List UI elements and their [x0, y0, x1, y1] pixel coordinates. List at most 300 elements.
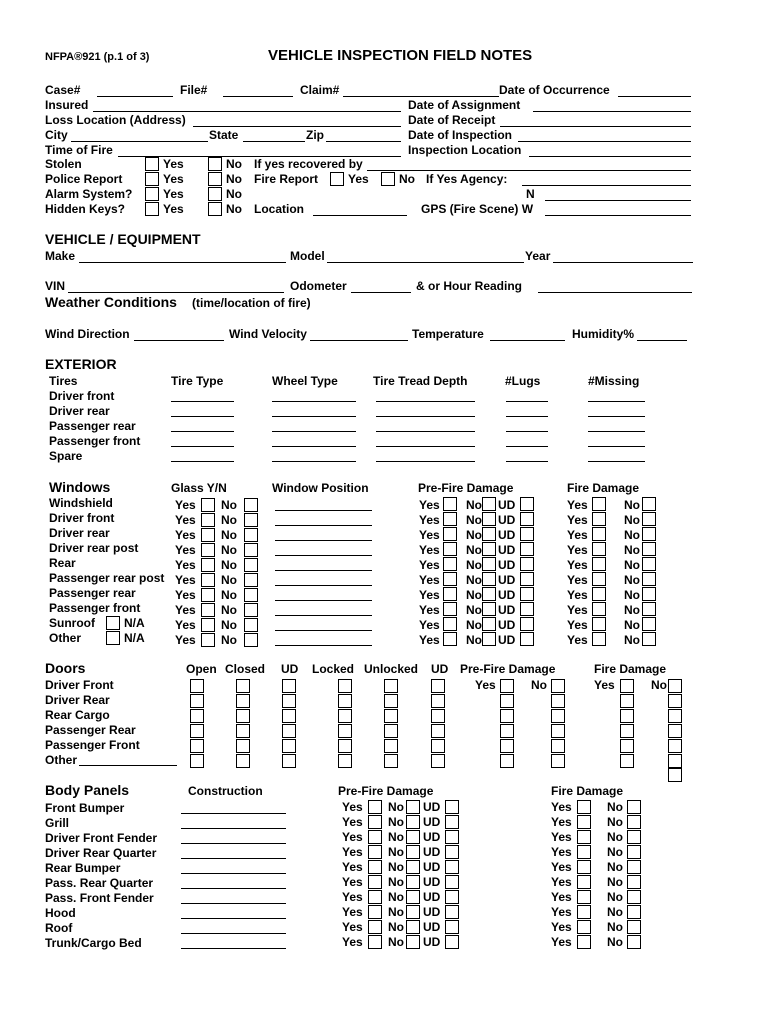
door-checkbox-6[interactable]	[500, 709, 514, 723]
window-pre-ud-checkbox[interactable]	[520, 587, 534, 601]
body-fire-no-checkbox[interactable]	[627, 845, 641, 859]
window-glass-yes-checkbox[interactable]	[201, 633, 215, 647]
window-pre-no-checkbox[interactable]	[482, 557, 496, 571]
window-pre-no-checkbox[interactable]	[482, 587, 496, 601]
wind-direction-field[interactable]	[134, 340, 224, 341]
body-pre-yes-checkbox[interactable]	[368, 800, 382, 814]
city-field[interactable]	[71, 141, 208, 142]
body-pre-no-checkbox[interactable]	[406, 875, 420, 889]
tire-field-driver-rear-2[interactable]	[376, 416, 475, 417]
tire-field-driver-front-2[interactable]	[376, 401, 475, 402]
window-glass-yes-checkbox[interactable]	[201, 573, 215, 587]
door-checkbox-4[interactable]	[384, 739, 398, 753]
insured-field[interactable]	[93, 111, 401, 112]
body-pre-yes-checkbox[interactable]	[368, 860, 382, 874]
date-assignment-label: Date of Assignment	[408, 98, 521, 112]
door-checkbox-7[interactable]	[551, 754, 565, 768]
door-row-label: Driver Front	[45, 678, 114, 692]
body-pre-ud-checkbox[interactable]	[445, 875, 459, 889]
make-field[interactable]	[79, 262, 286, 263]
body-pre-no-checkbox[interactable]	[406, 815, 420, 829]
state-field[interactable]	[243, 141, 305, 142]
window-pre-ud-checkbox[interactable]	[520, 497, 534, 511]
tire-field-passenger-front-3[interactable]	[506, 446, 548, 447]
body-pre-yes-checkbox[interactable]	[368, 830, 382, 844]
window-fire-no-checkbox[interactable]	[642, 572, 656, 586]
tire-field-passenger-rear-4[interactable]	[588, 431, 645, 432]
body-pre-yes-checkbox[interactable]	[368, 920, 382, 934]
body-pre-ud-checkbox[interactable]	[445, 800, 459, 814]
door-checkbox-9[interactable]	[668, 709, 682, 723]
construction-field[interactable]	[181, 903, 286, 904]
window-fire-yes-checkbox[interactable]	[592, 602, 606, 616]
window-pre-yes-checkbox[interactable]	[443, 602, 457, 616]
body-pre-ud-checkbox[interactable]	[445, 920, 459, 934]
door-checkbox-4[interactable]	[384, 754, 398, 768]
humidity-field[interactable]	[637, 340, 687, 341]
body-fire-damage-header: Fire Damage	[551, 784, 624, 798]
date-occurrence-field[interactable]	[618, 96, 691, 97]
tire-field-driver-front-1[interactable]	[272, 401, 356, 402]
door-checkbox-4[interactable]	[384, 694, 398, 708]
construction-field[interactable]	[181, 813, 286, 814]
window-glass-yes-checkbox[interactable]	[201, 603, 215, 617]
construction-field[interactable]	[181, 873, 286, 874]
construction-field[interactable]	[181, 918, 286, 919]
window-fire-no-checkbox[interactable]	[642, 512, 656, 526]
door-checkbox-extra[interactable]	[668, 768, 682, 782]
door-locked-header: Locked	[312, 662, 355, 676]
body-pre-ud-checkbox[interactable]	[445, 830, 459, 844]
body-pre-ud-checkbox[interactable]	[445, 860, 459, 874]
window-pre-yes-checkbox[interactable]	[443, 497, 457, 511]
body-fire-no-checkbox[interactable]	[627, 815, 641, 829]
body-fire-yes-checkbox[interactable]	[577, 920, 591, 934]
stolen-yes-checkbox[interactable]	[145, 157, 159, 171]
hidden-keys-label: Hidden Keys?	[45, 202, 126, 216]
door-checkbox-2[interactable]	[282, 679, 296, 693]
ud-label: UD	[423, 845, 441, 859]
na-label: N/A	[124, 631, 145, 645]
tire-field-driver-rear-0[interactable]	[171, 416, 234, 417]
window-pre-yes-checkbox[interactable]	[443, 557, 457, 571]
window-position-field[interactable]	[275, 615, 372, 616]
date-inspection-field[interactable]	[518, 141, 691, 142]
construction-field[interactable]	[181, 933, 286, 934]
window-position-field[interactable]	[275, 645, 372, 646]
body-fire-yes-checkbox[interactable]	[577, 875, 591, 889]
window-pre-yes-checkbox[interactable]	[443, 587, 457, 601]
body-fire-no-checkbox[interactable]	[627, 860, 641, 874]
body-pre-no-checkbox[interactable]	[406, 860, 420, 874]
window-fire-no-checkbox[interactable]	[642, 632, 656, 646]
window-glass-no-checkbox[interactable]	[244, 513, 258, 527]
door-checkbox-2[interactable]	[282, 709, 296, 723]
yes-label: Yes	[567, 573, 588, 587]
window-pre-no-checkbox[interactable]	[482, 617, 496, 631]
location-field[interactable]	[313, 215, 407, 216]
window-fire-no-checkbox[interactable]	[642, 542, 656, 556]
door-checkbox-2[interactable]	[282, 694, 296, 708]
door-unlocked-header: Unlocked	[364, 662, 419, 676]
time-of-fire-label: Time of Fire	[45, 143, 113, 157]
body-pre-ud-checkbox[interactable]	[445, 845, 459, 859]
window-glass-no-checkbox[interactable]	[244, 573, 258, 587]
door-checkbox-8[interactable]	[620, 754, 634, 768]
door-checkbox-4[interactable]	[384, 679, 398, 693]
body-pre-yes-checkbox[interactable]	[368, 875, 382, 889]
door-checkbox-3[interactable]	[338, 679, 352, 693]
no-label: No	[221, 528, 237, 542]
body-pre-ud-checkbox[interactable]	[445, 890, 459, 904]
body-pre-no-checkbox[interactable]	[406, 845, 420, 859]
body-fire-yes-checkbox[interactable]	[577, 860, 591, 874]
ud-label: UD	[423, 905, 441, 919]
ud-label: UD	[423, 875, 441, 889]
door-checkbox-9[interactable]	[668, 724, 682, 738]
door-checkbox-9[interactable]	[668, 754, 682, 768]
door-checkbox-6[interactable]	[500, 754, 514, 768]
temperature-field[interactable]	[490, 340, 565, 341]
window-row-label: Passenger rear post	[49, 571, 165, 585]
body-fire-yes-checkbox[interactable]	[577, 890, 591, 904]
ud-label: UD	[498, 603, 516, 617]
window-pre-ud-checkbox[interactable]	[520, 557, 534, 571]
file-field[interactable]	[223, 96, 293, 97]
door-checkbox-3[interactable]	[338, 694, 352, 708]
body-fire-no-checkbox[interactable]	[627, 935, 641, 949]
body-fire-yes-checkbox[interactable]	[577, 800, 591, 814]
door-checkbox-4[interactable]	[384, 724, 398, 738]
window-pre-yes-checkbox[interactable]	[443, 527, 457, 541]
window-glass-no-checkbox[interactable]	[244, 633, 258, 647]
fire-report-label: Fire Report	[254, 172, 319, 186]
window-fire-yes-checkbox[interactable]	[592, 512, 606, 526]
window-glass-yes-checkbox[interactable]	[201, 528, 215, 542]
no-label: No	[226, 157, 242, 171]
body-pre-ud-checkbox[interactable]	[445, 905, 459, 919]
tire-field-spare-0[interactable]	[171, 461, 234, 462]
window-glass-no-checkbox[interactable]	[244, 618, 258, 632]
window-glass-no-checkbox[interactable]	[244, 498, 258, 512]
window-position-field[interactable]	[275, 585, 372, 586]
tire-field-driver-front-3[interactable]	[506, 401, 548, 402]
window-fire-no-checkbox[interactable]	[642, 602, 656, 616]
no-label: No	[607, 800, 623, 814]
yes-label: Yes	[567, 513, 588, 527]
body-pre-no-checkbox[interactable]	[406, 905, 420, 919]
date-receipt-label: Date of Receipt	[408, 113, 496, 127]
body-pre-no-checkbox[interactable]	[406, 830, 420, 844]
door-checkbox-5[interactable]	[431, 694, 445, 708]
hidden-keys-yes-checkbox[interactable]	[145, 202, 159, 216]
humidity-label: Humidity%	[572, 327, 635, 341]
tire-field-spare-4[interactable]	[588, 461, 645, 462]
lugs-header: #Lugs	[505, 374, 541, 388]
door-checkbox-3[interactable]	[338, 739, 352, 753]
tire-field-driver-rear-3[interactable]	[506, 416, 548, 417]
window-na-checkbox[interactable]	[106, 616, 120, 630]
door-checkbox-3[interactable]	[338, 754, 352, 768]
gps-n-field[interactable]	[545, 200, 691, 201]
gps-w-field[interactable]	[545, 215, 691, 216]
tire-field-spare-2[interactable]	[376, 461, 475, 462]
door-checkbox-2[interactable]	[282, 754, 296, 768]
yes-label: Yes	[551, 890, 572, 904]
door-checkbox-0[interactable]	[190, 709, 204, 723]
window-pre-ud-checkbox[interactable]	[520, 542, 534, 556]
body-pre-yes-checkbox[interactable]	[368, 905, 382, 919]
door-checkbox-0[interactable]	[190, 754, 204, 768]
window-pre-ud-checkbox[interactable]	[520, 602, 534, 616]
construction-field[interactable]	[181, 828, 286, 829]
door-checkbox-4[interactable]	[384, 709, 398, 723]
body-fire-no-checkbox[interactable]	[627, 905, 641, 919]
body-fire-yes-checkbox[interactable]	[577, 830, 591, 844]
door-checkbox-1[interactable]	[236, 694, 250, 708]
window-glass-yes-checkbox[interactable]	[201, 618, 215, 632]
window-pre-no-checkbox[interactable]	[482, 512, 496, 526]
door-checkbox-0[interactable]	[190, 694, 204, 708]
date-receipt-field[interactable]	[500, 126, 691, 127]
tire-field-passenger-rear-0[interactable]	[171, 431, 234, 432]
window-fire-no-checkbox[interactable]	[642, 527, 656, 541]
door-checkbox-1[interactable]	[236, 724, 250, 738]
window-fire-yes-checkbox[interactable]	[592, 632, 606, 646]
yes-label: Yes	[175, 543, 196, 557]
door-checkbox-1[interactable]	[236, 739, 250, 753]
date-assignment-field[interactable]	[533, 111, 691, 112]
window-glass-yes-checkbox[interactable]	[201, 543, 215, 557]
yes-label: Yes	[175, 513, 196, 527]
body-fire-yes-checkbox[interactable]	[577, 935, 591, 949]
construction-field[interactable]	[181, 888, 286, 889]
window-position-field[interactable]	[275, 570, 372, 571]
window-glass-no-checkbox[interactable]	[244, 603, 258, 617]
window-pre-ud-checkbox[interactable]	[520, 632, 534, 646]
door-checkbox-7[interactable]	[551, 694, 565, 708]
door-checkbox-6[interactable]	[500, 679, 514, 693]
door-checkbox-0[interactable]	[190, 724, 204, 738]
door-checkbox-7[interactable]	[551, 709, 565, 723]
construction-field[interactable]	[181, 843, 286, 844]
window-pre-no-checkbox[interactable]	[482, 632, 496, 646]
no-label: No	[221, 618, 237, 632]
body-pre-ud-checkbox[interactable]	[445, 815, 459, 829]
police-report-no-checkbox[interactable]	[208, 172, 222, 186]
construction-field[interactable]	[181, 948, 286, 949]
tire-field-passenger-front-0[interactable]	[171, 446, 234, 447]
tire-field-driver-rear-1[interactable]	[272, 416, 356, 417]
door-checkbox-9[interactable]	[668, 694, 682, 708]
window-position-field[interactable]	[275, 510, 372, 511]
window-fire-no-checkbox[interactable]	[642, 617, 656, 631]
body-fire-no-checkbox[interactable]	[627, 830, 641, 844]
window-fire-no-checkbox[interactable]	[642, 497, 656, 511]
window-glass-no-checkbox[interactable]	[244, 558, 258, 572]
door-checkbox-8[interactable]	[620, 739, 634, 753]
door-checkbox-9[interactable]	[668, 739, 682, 753]
door-checkbox-6[interactable]	[500, 724, 514, 738]
door-checkbox-2[interactable]	[282, 739, 296, 753]
window-glass-no-checkbox[interactable]	[244, 588, 258, 602]
window-glass-yes-checkbox[interactable]	[201, 558, 215, 572]
window-pre-yes-checkbox[interactable]	[443, 617, 457, 631]
body-pre-yes-checkbox[interactable]	[368, 935, 382, 949]
agency-field[interactable]	[522, 185, 691, 186]
tire-field-passenger-front-4[interactable]	[588, 446, 645, 447]
body-fire-yes-checkbox[interactable]	[577, 845, 591, 859]
window-fire-yes-checkbox[interactable]	[592, 617, 606, 631]
window-pre-ud-checkbox[interactable]	[520, 527, 534, 541]
fire-report-no-checkbox[interactable]	[381, 172, 395, 186]
alarm-yes-checkbox[interactable]	[145, 187, 159, 201]
hidden-keys-no-checkbox[interactable]	[208, 202, 222, 216]
odometer-field[interactable]	[351, 292, 411, 293]
tire-field-driver-front-4[interactable]	[588, 401, 645, 402]
window-fire-yes-checkbox[interactable]	[592, 527, 606, 541]
window-pre-yes-checkbox[interactable]	[443, 542, 457, 556]
window-pre-no-checkbox[interactable]	[482, 497, 496, 511]
door-checkbox-3[interactable]	[338, 724, 352, 738]
window-glass-yes-checkbox[interactable]	[201, 498, 215, 512]
window-fire-no-checkbox[interactable]	[642, 587, 656, 601]
hour-reading-field[interactable]	[538, 292, 692, 293]
claim-field[interactable]	[343, 96, 499, 97]
body-pre-no-checkbox[interactable]	[406, 920, 420, 934]
body-pre-no-checkbox[interactable]	[406, 935, 420, 949]
door-checkbox-5[interactable]	[431, 739, 445, 753]
tire-field-spare-3[interactable]	[506, 461, 548, 462]
door-other-field[interactable]	[79, 765, 177, 766]
body-fire-yes-checkbox[interactable]	[577, 905, 591, 919]
window-pre-no-checkbox[interactable]	[482, 542, 496, 556]
door-checkbox-7[interactable]	[551, 724, 565, 738]
window-fire-yes-checkbox[interactable]	[592, 557, 606, 571]
door-checkbox-5[interactable]	[431, 724, 445, 738]
ud-label: UD	[498, 528, 516, 542]
zip-field[interactable]	[326, 141, 401, 142]
window-fire-yes-checkbox[interactable]	[592, 572, 606, 586]
window-pre-no-checkbox[interactable]	[482, 602, 496, 616]
door-checkbox-7[interactable]	[551, 679, 565, 693]
window-fire-yes-checkbox[interactable]	[592, 497, 606, 511]
year-field[interactable]	[553, 262, 693, 263]
inspection-location-label: Inspection Location	[408, 143, 522, 157]
door-checkbox-6[interactable]	[500, 739, 514, 753]
tire-field-passenger-rear-3[interactable]	[506, 431, 548, 432]
body-pre-yes-checkbox[interactable]	[368, 815, 382, 829]
door-checkbox-8[interactable]	[620, 724, 634, 738]
tire-field-spare-1[interactable]	[272, 461, 356, 462]
window-position-field[interactable]	[275, 540, 372, 541]
window-glass-no-checkbox[interactable]	[244, 543, 258, 557]
stolen-no-checkbox[interactable]	[208, 157, 222, 171]
body-pre-no-checkbox[interactable]	[406, 800, 420, 814]
vin-field[interactable]	[68, 292, 284, 293]
window-position-field[interactable]	[275, 555, 372, 556]
body-pre-no-checkbox[interactable]	[406, 890, 420, 904]
window-pre-ud-checkbox[interactable]	[520, 512, 534, 526]
no-label: No	[221, 573, 237, 587]
window-position-field[interactable]	[275, 525, 372, 526]
body-fire-no-checkbox[interactable]	[627, 875, 641, 889]
door-checkbox-8[interactable]	[620, 694, 634, 708]
window-pre-ud-checkbox[interactable]	[520, 617, 534, 631]
window-pre-ud-checkbox[interactable]	[520, 572, 534, 586]
window-pre-no-checkbox[interactable]	[482, 572, 496, 586]
fire-report-yes-checkbox[interactable]	[330, 172, 344, 186]
window-position-field[interactable]	[275, 630, 372, 631]
door-checkbox-5[interactable]	[431, 679, 445, 693]
tire-field-driver-rear-4[interactable]	[588, 416, 645, 417]
inspection-location-field[interactable]	[529, 156, 691, 157]
window-position-field[interactable]	[275, 600, 372, 601]
window-fire-yes-checkbox[interactable]	[592, 587, 606, 601]
door-checkbox-0[interactable]	[190, 739, 204, 753]
door-checkbox-7[interactable]	[551, 739, 565, 753]
police-report-yes-checkbox[interactable]	[145, 172, 159, 186]
body-fire-no-checkbox[interactable]	[627, 890, 641, 904]
loss-location-field[interactable]	[193, 126, 401, 127]
yes-label: Yes	[175, 603, 196, 617]
window-fire-yes-checkbox[interactable]	[592, 542, 606, 556]
tire-field-driver-front-0[interactable]	[171, 401, 234, 402]
body-pre-yes-checkbox[interactable]	[368, 845, 382, 859]
window-pre-no-checkbox[interactable]	[482, 527, 496, 541]
door-checkbox-3[interactable]	[338, 709, 352, 723]
window-pre-yes-checkbox[interactable]	[443, 572, 457, 586]
door-checkbox-9[interactable]	[668, 679, 682, 693]
door-checkbox-1[interactable]	[236, 754, 250, 768]
model-field[interactable]	[327, 262, 524, 263]
door-checkbox-1[interactable]	[236, 709, 250, 723]
no-label: No	[388, 860, 404, 874]
case-field[interactable]	[97, 96, 173, 97]
door-checkbox-8[interactable]	[620, 679, 634, 693]
window-glass-no-checkbox[interactable]	[244, 528, 258, 542]
recovered-by-field[interactable]	[367, 170, 691, 171]
window-glass-yes-checkbox[interactable]	[201, 513, 215, 527]
no-label: No	[221, 558, 237, 572]
door-checkbox-0[interactable]	[190, 679, 204, 693]
door-checkbox-1[interactable]	[236, 679, 250, 693]
wind-velocity-field[interactable]	[310, 340, 408, 341]
window-glass-yes-checkbox[interactable]	[201, 588, 215, 602]
door-checkbox-5[interactable]	[431, 709, 445, 723]
window-na-checkbox[interactable]	[106, 631, 120, 645]
body-fire-yes-checkbox[interactable]	[577, 815, 591, 829]
body-pre-ud-checkbox[interactable]	[445, 935, 459, 949]
tire-field-passenger-front-1[interactable]	[272, 446, 356, 447]
door-checkbox-5[interactable]	[431, 754, 445, 768]
window-pre-yes-checkbox[interactable]	[443, 632, 457, 646]
tire-field-passenger-front-2[interactable]	[376, 446, 475, 447]
body-fire-no-checkbox[interactable]	[627, 800, 641, 814]
door-checkbox-8[interactable]	[620, 709, 634, 723]
alarm-no-checkbox[interactable]	[208, 187, 222, 201]
window-pre-yes-checkbox[interactable]	[443, 512, 457, 526]
door-checkbox-2[interactable]	[282, 724, 296, 738]
body-pre-yes-checkbox[interactable]	[368, 890, 382, 904]
construction-field[interactable]	[181, 858, 286, 859]
door-checkbox-6[interactable]	[500, 694, 514, 708]
window-fire-no-checkbox[interactable]	[642, 557, 656, 571]
body-fire-no-checkbox[interactable]	[627, 920, 641, 934]
yes-label: Yes	[567, 603, 588, 617]
tire-field-passenger-rear-1[interactable]	[272, 431, 356, 432]
tire-field-passenger-rear-2[interactable]	[376, 431, 475, 432]
